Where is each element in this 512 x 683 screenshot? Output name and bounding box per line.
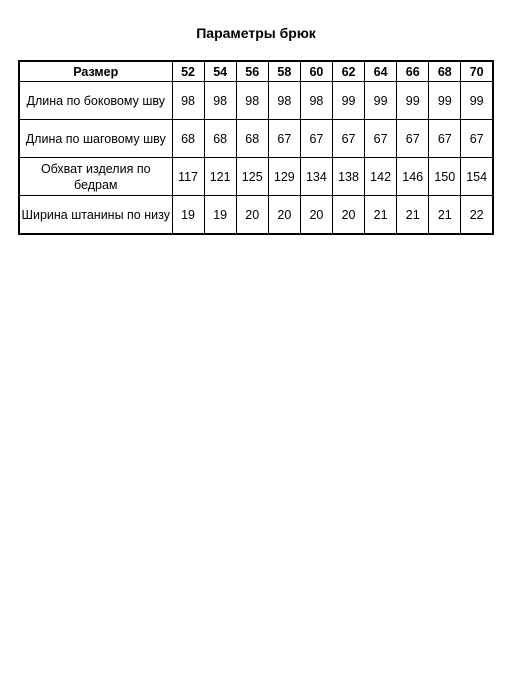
table-row [19,120,493,158]
value-cell: 20 [300,196,332,235]
size-header-cell: 68 [429,61,461,82]
size-header-cell: 56 [236,61,268,82]
value-cell: 150 [429,158,461,196]
value-cell: 99 [332,82,364,120]
value-cell: 99 [429,82,461,120]
value-cell: 19 [172,196,204,235]
value-cell: 98 [300,82,332,120]
table-header-row [19,61,493,82]
value-cell: 99 [397,82,429,120]
header-label-cell: Размер [19,61,172,82]
value-cell: 21 [397,196,429,235]
value-cell: 129 [268,158,300,196]
size-header-cell: 58 [268,61,300,82]
value-cell: 98 [236,82,268,120]
size-chart-table [18,60,494,235]
size-header-cell: 66 [397,61,429,82]
size-header-cell: 54 [204,61,236,82]
page-title: Параметры брюк [196,25,316,41]
size-header-cell: 62 [332,61,364,82]
value-cell: 134 [300,158,332,196]
value-cell: 20 [332,196,364,235]
value-cell: 68 [172,120,204,158]
value-cell: 98 [204,82,236,120]
row-label-cell: Длина по боковому шву [19,82,172,120]
value-cell: 68 [236,120,268,158]
size-header-cell: 52 [172,61,204,82]
value-cell: 99 [365,82,397,120]
value-cell: 125 [236,158,268,196]
value-cell: 67 [268,120,300,158]
table-row [19,196,493,235]
row-label-cell: Обхват изделия по бедрам [19,158,172,196]
value-cell: 22 [461,196,493,235]
value-cell: 67 [429,120,461,158]
value-cell: 21 [365,196,397,235]
value-cell: 99 [461,82,493,120]
value-cell: 67 [397,120,429,158]
row-label-cell: Ширина штанины по низу [19,196,172,235]
value-cell: 21 [429,196,461,235]
value-cell: 67 [300,120,332,158]
value-cell: 117 [172,158,204,196]
value-cell: 19 [204,196,236,235]
value-cell: 146 [397,158,429,196]
size-header-cell: 64 [365,61,397,82]
table-row [19,158,493,196]
value-cell: 142 [365,158,397,196]
value-cell: 67 [461,120,493,158]
value-cell: 154 [461,158,493,196]
size-header-cell: 60 [300,61,332,82]
value-cell: 67 [332,120,364,158]
row-label-cell: Длина по шаговому шву [19,120,172,158]
value-cell: 20 [268,196,300,235]
value-cell: 98 [268,82,300,120]
size-header-cell: 70 [461,61,493,82]
value-cell: 68 [204,120,236,158]
value-cell: 98 [172,82,204,120]
value-cell: 138 [332,158,364,196]
table-row [19,82,493,120]
value-cell: 67 [365,120,397,158]
value-cell: 121 [204,158,236,196]
value-cell: 20 [236,196,268,235]
